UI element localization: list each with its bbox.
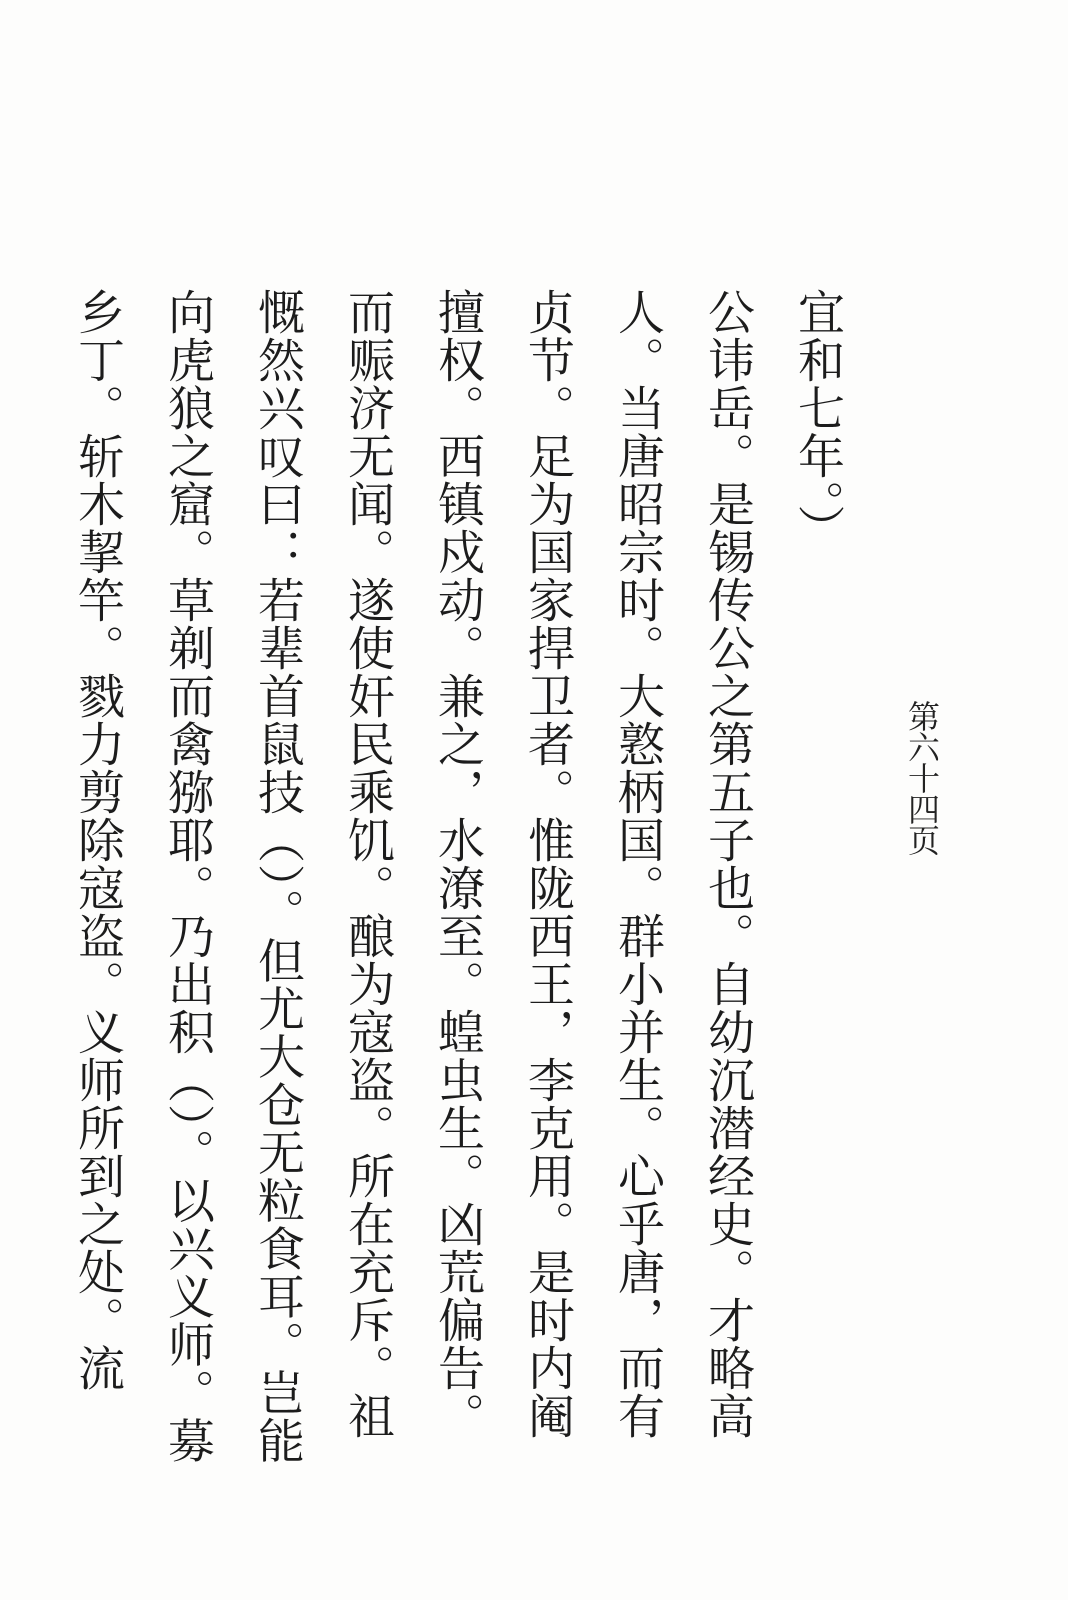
text-column: 人。当唐昭宗时。大憝柄国。群小并生。心乎唐，而有: [610, 288, 665, 1440]
text-column: 向虎狼之窟。草剃而禽猕耶。乃出积（）。以兴义师。募: [160, 288, 215, 1465]
text-column: 而赈济无闻。遂使奸民乘饥。酿为寇盗。所在充斥。祖: [340, 288, 395, 1440]
text-column: 贞节。足为国家捍卫者。惟陇西王，李克用。是时内阉: [520, 288, 575, 1440]
page-number: 第六十四页: [903, 700, 941, 855]
text-column: 宜和七年。）: [790, 288, 845, 553]
text-column: 乡丁。斩木挈竿。戮力剪除寇盗。义师所到之处。流: [70, 288, 125, 1392]
text-column: 慨然兴叹曰：若辈首鼠技（）。但尤大仓无粒食耳。岂能: [250, 288, 305, 1465]
text-column: 擅权。西镇戍动。兼之，水潦至。蝗虫生。凶荒偏告。: [430, 288, 485, 1440]
text-column: 公讳岳。是锡传公之第五子也。自幼沉潜经史。才略高: [700, 288, 755, 1440]
vertical-text-block: [52, 288, 862, 1465]
